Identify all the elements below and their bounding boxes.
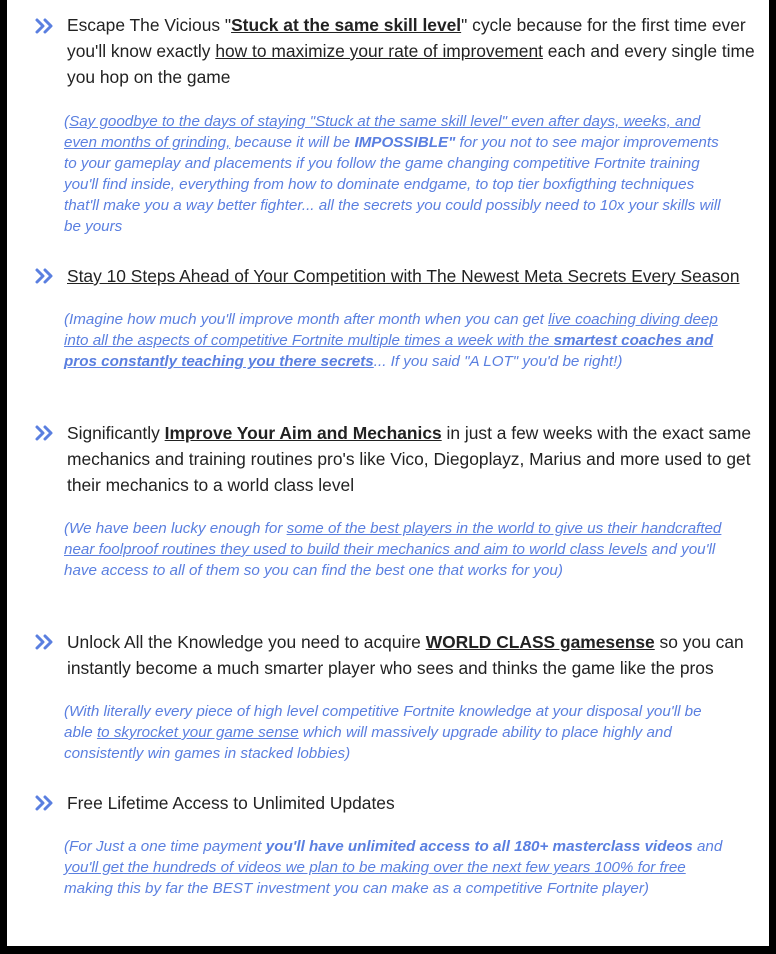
text-segment: Stuck at the same skill level bbox=[231, 15, 462, 35]
text-segment: smartest coaches and pros constantly teaching you there secrets bbox=[64, 332, 714, 370]
text-segment: live coaching diving deep into all the aspects of competitive Fortnite multiple times a week with the bbox=[64, 311, 718, 349]
text-segment: and you'll have access to all of them so you can find the best one that works for you) bbox=[64, 541, 716, 579]
benefit-headline bbox=[67, 420, 757, 498]
text-segment: how to maximize your rate of improvement bbox=[215, 41, 543, 61]
text-segment: ... If you said "A LOT" you'd be right!) bbox=[373, 353, 623, 370]
benefit-description bbox=[64, 836, 724, 899]
text-segment: in just a few weeks with the exact same mechanics and training routines pro's like Vico, Diegoplayz, Marius and more used to get their mechanics to a world class level bbox=[67, 423, 751, 495]
benefits-panel bbox=[7, 0, 769, 946]
text-segment: you'll have unlimited access to all 180+ masterclass videos bbox=[265, 838, 693, 855]
text-segment: " cycle because for the first time ever you'll know exactly bbox=[67, 15, 746, 61]
text-segment: ( bbox=[64, 113, 70, 130]
benefit-headline bbox=[67, 12, 757, 90]
text-segment: (Imagine how much you'll improve month after month when you can get bbox=[64, 311, 549, 328]
text-segment: each and every single time you hop on the game bbox=[67, 41, 755, 87]
double-chevron-right-icon bbox=[34, 422, 56, 444]
benefit-headline bbox=[67, 629, 757, 681]
text-segment: and bbox=[692, 838, 723, 855]
text-segment: because it will be bbox=[230, 134, 355, 151]
text-segment: Improve Your Aim and Mechanics bbox=[164, 423, 442, 443]
double-chevron-right-icon bbox=[34, 631, 56, 653]
text-segment: Stay 10 Steps Ahead of Your Competition with The Newest Meta Secrets Every Season bbox=[67, 266, 740, 286]
text-segment: for you not to see major improvements to your gameplay and placements if you follow the game changing competitive Fortnite training you'll find inside, everything from how to dominate endgame, to top tier boxfigthing techniques that'll make you a way better fighter... all the secrets you could possibly need to 10x your skills will be yours bbox=[64, 134, 721, 235]
text-segment: Escape The Vicious " bbox=[67, 15, 232, 35]
text-segment: (With literally every piece of high level competitive Fortnite knowledge at your disposal you'll be able bbox=[64, 703, 702, 741]
text-segment: Say goodbye to the days of staying "Stuck at the same skill level" even after days, weeks, and even months of grinding, bbox=[64, 113, 701, 151]
benefit-headline bbox=[67, 263, 757, 289]
benefit-description bbox=[64, 111, 724, 237]
benefit-headline bbox=[67, 790, 757, 816]
text-segment: which will massively upgrade ability to place highly and consistently win games in stacked lobbies) bbox=[64, 724, 672, 762]
text-segment: to skyrocket your game sense bbox=[96, 724, 299, 741]
text-segment: (We have been lucky enough for bbox=[64, 520, 287, 537]
text-segment: WORLD CLASS gamesense bbox=[425, 632, 655, 652]
text-segment: you'll get the hundreds of videos we plan to be making over the next few years 100% for free bbox=[64, 859, 686, 876]
text-segment: IMPOSSIBLE" bbox=[354, 134, 456, 151]
double-chevron-right-icon bbox=[34, 265, 56, 287]
text-segment: some of the best players in the world to give us their handcrafted near foolproof routines they used to build their mechanics and aim to world class levels bbox=[64, 520, 722, 558]
text-segment: (For Just a one time payment bbox=[64, 838, 266, 855]
benefit-description bbox=[64, 518, 724, 581]
double-chevron-right-icon bbox=[34, 792, 56, 814]
benefit-description bbox=[64, 309, 724, 372]
text-segment: so you can instantly become a much smarter player who sees and thinks the game like the pros bbox=[67, 632, 744, 678]
text-segment: Significantly bbox=[67, 423, 165, 443]
text-segment: making this by far the BEST investment you can make as a competitive Fortnite player) bbox=[64, 880, 649, 897]
benefit-description bbox=[64, 701, 724, 764]
text-segment: Free Lifetime Access to Unlimited Updates bbox=[67, 793, 395, 813]
text-segment: Unlock All the Knowledge you need to acquire bbox=[67, 632, 426, 652]
double-chevron-right-icon bbox=[34, 15, 56, 37]
